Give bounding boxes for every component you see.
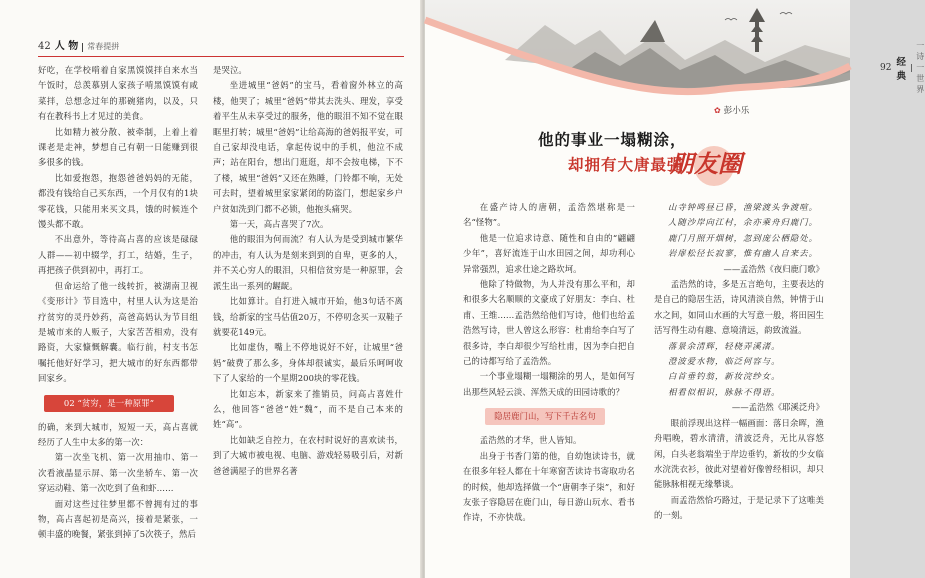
paragraph: 好吃，在学校啃着自家黑馍馍拌自来水当午饭时，总羡慕别人家孩子啃黑馍馍有咸菜拌，总想念过年的那碗猪肉，以及，只有在教科书上才见过的美食。	[38, 65, 198, 122]
poem-line: 澄波爱水物，临泛何容与。	[668, 356, 781, 367]
poem-night-return-lumen	[654, 200, 824, 277]
left-column-2	[213, 63, 403, 479]
section-heading-lumen: 隐居鹿门山，写下千古名句	[485, 408, 605, 425]
author-name: 彭小乐	[723, 106, 750, 116]
poem-yexi-boating	[654, 339, 824, 416]
right-page-number: 92	[880, 62, 892, 73]
left-page-number: 42	[38, 41, 51, 52]
right-column-2	[654, 200, 824, 524]
header-rule	[38, 56, 404, 57]
paragraph: 一个事业塌糊一塌糊涂的男人，是如何写出那些风轻云淡、浑然天成的田园诗歌的？	[463, 371, 635, 397]
section-heading-02: 02 “贫穷，是一种原罪”	[44, 395, 174, 412]
poem2-lines	[654, 339, 824, 401]
paragraph: 比如虚伪，嘴上不停地说好不好，让城里“爸妈”破费了那么多，身体却很诚实，最后乐呵呵收下了人家给的一个星期200块的零花钱。	[213, 342, 403, 384]
paragraph: 比如缺乏自控力，在农村时说好的喜欢读书，到了大城市被电视、电脑、游戏轻易吸引后，对新爸爸满屋子的世界名著	[213, 434, 403, 476]
poem1-source: ——孟浩然《夜归鹿门歌》	[723, 263, 824, 274]
poem-line: 白首垂钓翁，新妆浣纱女。	[668, 371, 781, 382]
flower-icon: ✿	[714, 105, 721, 115]
paragraph: 坐进城里“爸妈”的宝马，看着窗外林立的高楼，他哭了；城里“爸妈”带其去洗头、理发，享受着平生从未享受过的服务，他的眼泪不知不觉在眼眶里打转；城里“爸妈”让给高海的爸妈报平安，可自己家却没电话，拿起传说中的手机，他泣不成声；站在阳台，想出门逛逛，却不会按电梯，下不了楼，城里“爸妈”又还在熟睡，门铃都不响，无处可去时，望着城里家家紧闭的防盗门，想起家乡户户贫如洗到门都不必锁，他抱头痛哭。	[213, 80, 403, 214]
paragraph: 孟浩然的才华，世人皆知。	[479, 435, 582, 446]
left-page	[0, 0, 422, 578]
left-page-header	[38, 41, 119, 53]
paragraph: 第一天，高占喜哭了7次。	[229, 219, 329, 230]
section-subtitle: 一诗一世界	[916, 41, 925, 94]
article-title-line-2: 却拥有大唐最强	[568, 155, 684, 174]
column-name: 常春提拼	[87, 42, 120, 51]
poem-line: 鹿门月照开烟树，忽到庞公栖隐处。	[668, 232, 818, 243]
paragraph: 的确，来到大城市，短短一天，高占喜就经历了人生中太多的第一次：	[38, 421, 198, 447]
ink-landscape-illustration	[425, 0, 850, 130]
left-col1-after-paragraphs	[38, 420, 198, 543]
paragraph: 他是一位追求诗意、随性和自由的“翩翩少年”，喜好流连于山水田园之间，却功利心异常强烈，追求仕途之路坎坷。	[463, 232, 635, 274]
left-column-1	[38, 63, 198, 543]
paragraph: 比如精力被分散、被牵制，上着上着课老是走神，梦想自己有朝一日能赚到很多很多的钱。	[38, 126, 198, 168]
author-byline	[714, 104, 749, 116]
paragraph: 比如忘本，新家来了推销员，问高占喜姓什么，他回答“爸爸”姓“魏”，而不是自己本来的姓“高”。	[213, 388, 403, 430]
paragraph: 第一次坐飞机、第一次用抽巾、第一次看液晶显示屏、第一次坐轿车、第一次穿运动鞋、第一次吃到了鱼和虾……	[38, 452, 198, 494]
paragraph: 他除了特做物，为人并没有那么平和，却和很多大名顺顺的文豪成了好朋友：李白、杜甫、王维……孟浩然给他们写诗，他们也给孟浩然写诗，世人曾这么形容：杜甫给李白写了很多诗，李白却很少写给杜甫，因为李白把自己的诗都写给了孟浩然。	[463, 279, 635, 367]
paragraph: 面对这些过往梦里都不曾拥有过的事物，高占喜起初是高兴，接着是紧张，一顿丰盛的晚餐，紧张到掉了5次筷子，然后	[38, 498, 198, 540]
right-column-1	[463, 200, 635, 526]
paragraph: 眼前浮现出这样一幅画面：落日余晖，渔舟唱晚，碧水清清，清波泛舟，无比从容悠闲，白头老翁端坐于岸边垂钓，新妆的少女临水浣洗衣衫，彼此对望着好像曾经相识，却只能脉脉相视无缘攀谈。	[654, 417, 824, 490]
magazine-name: 人 物	[54, 41, 79, 52]
paragraph: 比如爱抱怨，抱怨爸爸妈妈的无能，都没有钱给自己买东西，一个月仅有的1块零花钱，只能用来买文具，饿的时候连个馒头都不敢。	[38, 172, 198, 230]
paragraph: 但命运给了他一线转折，被湖南卫视《变形计》节目选中，村里人认为这是治疗贫穷的灵丹妙药，高爸高妈认为节目组是城市来的人贩子，大家苦苦相劝，没有路资，大家慷慨解囊。临行前，村支书怎嘱托他好好学习，把大城市的好东西都带回家乡。	[38, 280, 198, 384]
right-page	[425, 0, 925, 578]
paragraph: 而孟浩然恰巧路过，于是记录下了这唯美的一刻。	[654, 494, 824, 521]
paragraph: 是哭泣。	[213, 65, 247, 75]
article-title-line-1: 他的事业一塌糊涂，	[538, 130, 687, 149]
right-col2-end-paragraphs	[654, 416, 824, 524]
right-col1-after-paragraphs	[463, 433, 635, 525]
poem-line: 岩扉松径长寂寥，惟有幽人自来去。	[668, 248, 818, 259]
right-page-header	[880, 40, 925, 95]
poem-line: 落景余清辉，轻桡弄溪渚。	[668, 340, 781, 351]
article-title-emphasis: 朋友圈	[670, 149, 742, 178]
paragraph: 孟浩然的诗，多是五言绝句，主要表达的是自己的隐居生活，诗风清淡自然，钟情于山水之间，如同山水画的大写意一般，将田园生活写得生动有趣、意境清远，韵致流溢。	[654, 279, 824, 336]
poem-line: 山寺钟鸣昼已昏，渔梁渡头争渡喧。	[668, 202, 818, 212]
right-col2-mid-paragraphs	[654, 277, 824, 339]
right-col1-paragraphs	[463, 200, 635, 400]
poem-line: 人随沙岸向江村，余亦乘舟归鹿门。	[668, 217, 818, 228]
poem-line: 相看似相识，脉脉不得语。	[668, 386, 781, 397]
paragraph: 不出意外，等待高占喜的应该是碌碌人群——初中辍学，打工，结婚，生子，再把孩子供到初中，再打工。	[38, 234, 198, 276]
paragraph: 出身于书香门第的他，自幼饱读诗书，就在很多年轻人都在十年寒窗苦读诗书寄取功名的时候，他却选择做一个“唐朝李子柒”，和好友张子容隐居在鹿门山，每日游山玩水、看书作诗，不亦快哉。	[463, 450, 635, 523]
header-divider	[82, 43, 83, 52]
paragraph: 他的眼泪为何而流？有人认为是受到城市繁华的冲击，有人认为是刻来到到的自卑，更多的人，并不关心穷人的眼泪，只相信贫穷是一种原罪，会派生出一系列的龌龊。	[213, 234, 403, 291]
poem2-source: ——孟浩然《耶溪泛舟》	[731, 402, 824, 413]
paragraph: 比如算计。自打进入城市开始，他3句话不离钱，给新家的宝马估值20万，不停叨念买一双鞋子就要花149元。	[213, 296, 403, 337]
poem1-lines	[654, 200, 824, 262]
paragraph: 在盛产诗人的唐朝，孟浩然堪称是一名“怪物”。	[463, 202, 635, 228]
left-col2-paragraphs	[213, 63, 403, 479]
left-col1-paragraphs	[38, 63, 198, 387]
section-name: 经 典	[896, 56, 906, 82]
